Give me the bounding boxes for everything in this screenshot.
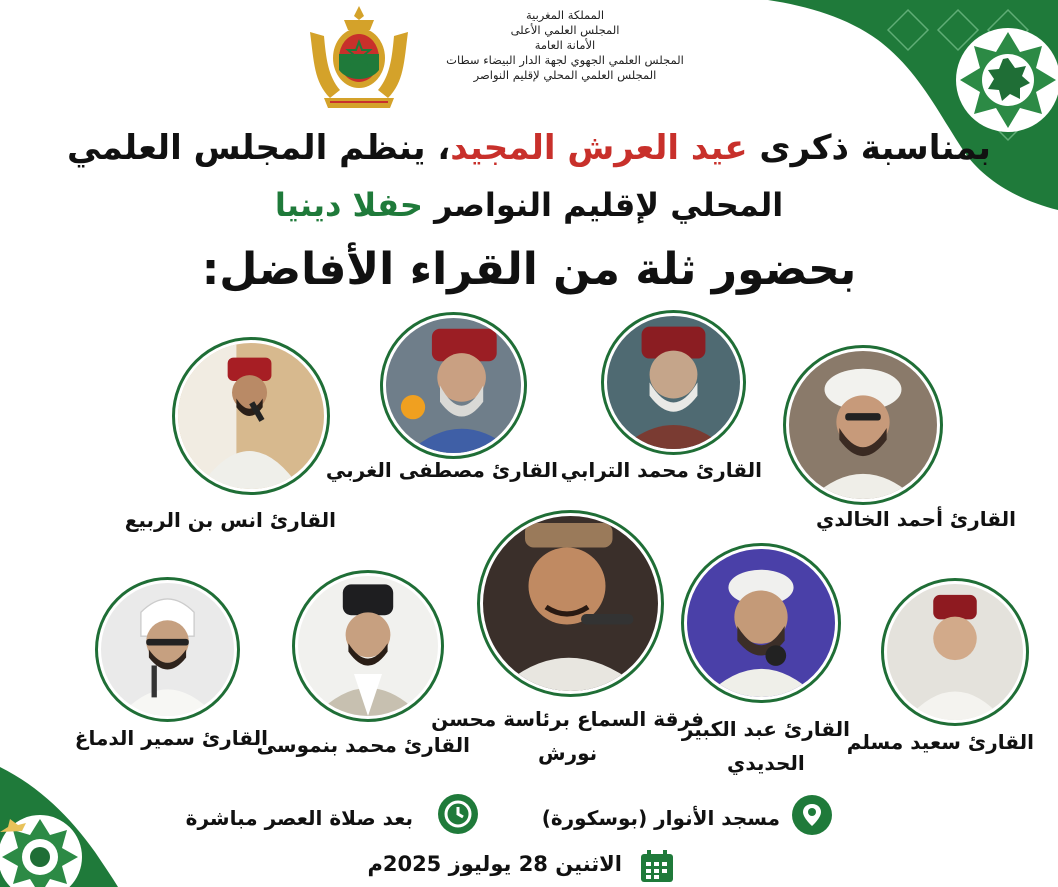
title-line-1: [0, 128, 1058, 168]
corner-ornament-bottom-left: [0, 727, 150, 887]
reciter-photo-samir-dmagh: [95, 577, 240, 722]
reciter-photo-mustapha-gharbi: [380, 312, 527, 459]
event-date: الاثنين 28 يوليوز 2025م: [367, 852, 622, 876]
samaa-group-name: [431, 702, 704, 770]
reciter-name-mohamed-tourabi: القارئ محمد الترابي: [560, 458, 762, 482]
reciter-name-anas-ben-rabie: القارئ انس بن الربيع: [124, 508, 336, 532]
title-line-1-part-a: بمناسبة ذكرى: [747, 128, 991, 168]
reciter-name-ahmed-khaldi: القارئ أحمد الخالدي: [816, 507, 1016, 531]
reciter-photo-mohamed-tourabi: [601, 310, 746, 455]
title-line-1-part-c: ، ينظم المجلس العلمي: [67, 128, 451, 168]
title-line-2-highlight: حفلا دينيا: [274, 186, 423, 224]
reciter-name-mustapha-gharbi: القارئ مصطفى الغربي: [325, 458, 558, 482]
header-line-regional-council: المجلس العلمي الجهوي لجهة الدار البيضاء سطات: [446, 53, 684, 67]
header-line-kingdom: المملكة المغربية: [525, 8, 605, 22]
header-institution-lines: [430, 8, 700, 83]
reciter-name-mohamed-benmoussa: القارئ محمد بنموسى: [256, 733, 470, 757]
location-pin-icon: [792, 795, 832, 835]
reciter-photo-said-mousslim: [881, 578, 1029, 726]
header-line-supreme-council: المجلس العلمي الأعلى: [510, 23, 620, 37]
samaa-group-name-line-2: نورش: [537, 741, 598, 765]
calendar-icon: [639, 848, 675, 884]
event-location: مسجد الأنوار (بوسكورة): [541, 806, 780, 830]
clock-icon: [438, 794, 478, 834]
corner-ornament-top-right: [768, 0, 1058, 210]
reciter-name-said-mousslim: القارئ سعيد مسلم: [846, 730, 1034, 754]
reciter-photo-mohamed-benmoussa: [292, 570, 444, 722]
event-time: بعد صلاة العصر مباشرة: [185, 806, 413, 830]
reciter-photo-ahmed-khaldi: [783, 345, 943, 505]
reciter-name-samir-dmagh: القارئ سمير الدماغ: [74, 726, 268, 750]
title-line-1-highlight: عيد العرش المجيد: [450, 128, 748, 168]
title-line-3: بحضور ثلة من القراء الأفاضل:: [201, 244, 857, 295]
moroccan-coat-of-arms-emblem: [300, 2, 418, 114]
header-line-general-secretariat: الأمانة العامة: [534, 38, 596, 52]
reciter-photo-abdelkbir-hadidi: [681, 543, 841, 703]
reciter-name-abdelkbir-hadidi-line-2: الحديدي: [727, 751, 805, 775]
title-line-2: [0, 186, 1058, 224]
title-line-2-part-a: المحلي لإقليم النواصر: [422, 186, 784, 224]
reciter-photo-samaa-group-mohsen-nourch: [477, 510, 664, 697]
samaa-group-name-line-1: فرقة السماع برئاسة محسن: [431, 707, 704, 731]
header-line-local-council: المجلس العلمي المحلي لإقليم النواصر: [473, 68, 657, 82]
reciter-name-abdelkbir-hadidi: [682, 712, 850, 780]
reciter-photo-anas-ben-rabie: [172, 337, 330, 495]
reciter-name-abdelkbir-hadidi-line-1: القارئ عبد الكبير: [681, 717, 850, 741]
